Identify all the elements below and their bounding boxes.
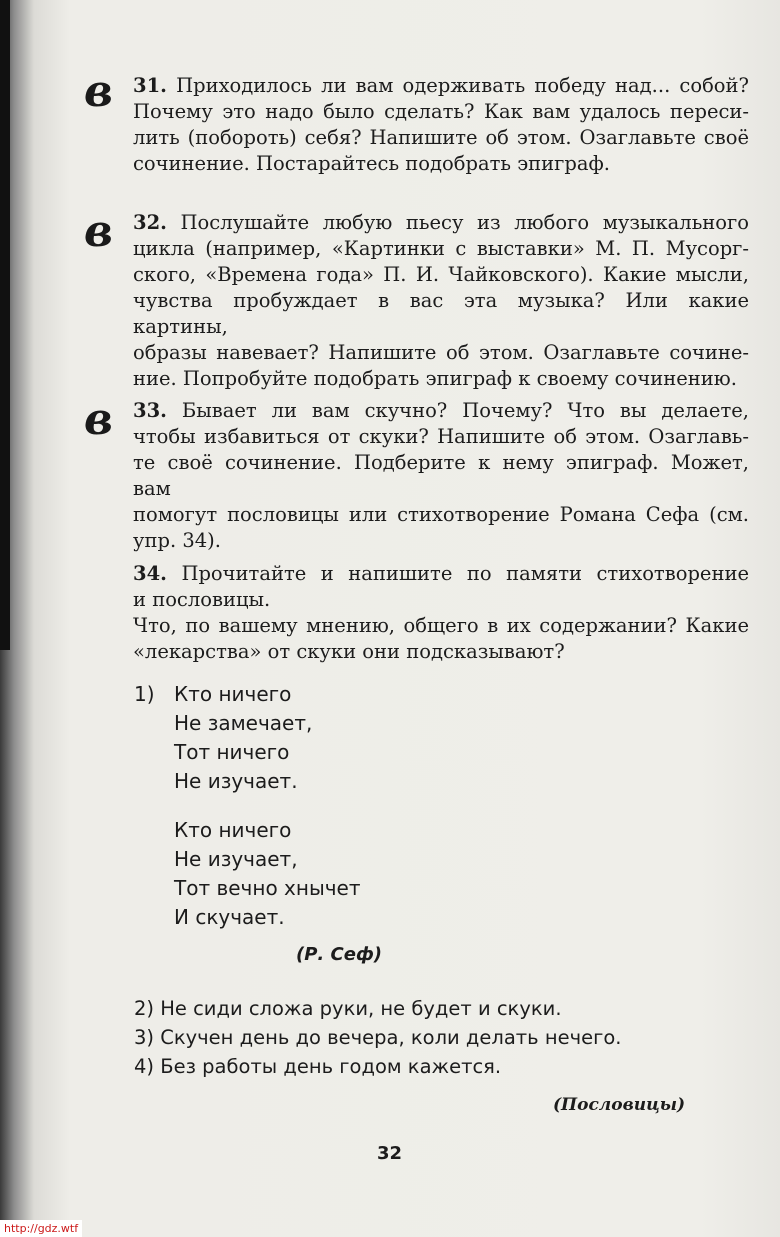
exercise-33-line-5: упр. 34). bbox=[133, 529, 221, 552]
exercise-31-line-1: 31. Приходилось ли вам одерживать победу над... собой? bbox=[133, 74, 749, 97]
exercise-number: 32. bbox=[133, 211, 167, 234]
exercise-31-line-2: Почему это надо было сделать? Как вам удалось переси- bbox=[133, 100, 749, 123]
exercise-33 bbox=[133, 398, 749, 554]
exercise-34-line-3: Что, по вашему мнению, общего в их содержании? Какие bbox=[133, 614, 749, 637]
exercise-32-line-4: чувства пробуждает в вас эта музыка? Или какие картины, bbox=[133, 289, 749, 338]
poem-line: Тот вечно хнычет bbox=[174, 876, 361, 900]
proverb: 2) Не сиди сложа руки, не будет и скуки. bbox=[134, 997, 562, 1020]
exercise-32-line-2: цикла (например, «Картинки с выставки» М. П. Мусорг- bbox=[133, 237, 749, 260]
poem-line: Не изучает. bbox=[174, 769, 298, 793]
exercise-34-line-2: и пословицы. bbox=[133, 588, 271, 611]
exercise-31 bbox=[133, 73, 749, 177]
exercise-34 bbox=[133, 561, 749, 665]
exercise-number: 34. bbox=[133, 562, 167, 585]
page-edge-shadow bbox=[0, 0, 10, 650]
poem-line: Не замечает, bbox=[174, 711, 313, 735]
written-task-icon: в bbox=[84, 206, 113, 257]
watermark: http://gdz.wtf bbox=[0, 1220, 82, 1237]
poem-line: Не изучает, bbox=[174, 847, 298, 871]
exercise-number: 31. bbox=[133, 74, 167, 97]
poem-stanza-1 bbox=[174, 680, 312, 796]
exercise-32-line-6: ние. Попробуйте подобрать эпиграф к своему сочинению. bbox=[133, 367, 737, 390]
written-task-icon: в bbox=[84, 66, 113, 117]
exercise-33-line-4: помогут пословицы или стихотворение Романа Сефа (см. bbox=[133, 503, 749, 526]
exercise-32-line-5: образы навевает? Напишите об этом. Озаглавьте сочине- bbox=[133, 341, 749, 364]
proverb: 4) Без работы день годом кажется. bbox=[134, 1055, 502, 1078]
proverbs-source: (Пословицы) bbox=[553, 1095, 686, 1115]
exercise-33-line-3: те своё сочинение. Подберите к нему эпиграф. Может, вам bbox=[133, 451, 749, 500]
poem-line: Тот ничего bbox=[174, 740, 290, 764]
exercise-34-line-4: «лекарства» от скуки они подсказывают? bbox=[133, 640, 565, 663]
written-task-icon: в bbox=[84, 394, 113, 445]
poem-stanza-2 bbox=[174, 816, 361, 932]
exercise-32-line-1: 32. Послушайте любую пьесу из любого музыкального bbox=[133, 211, 749, 234]
exercise-33-line-2: чтобы избавиться от скуки? Напишите об этом. Озаглавь- bbox=[133, 425, 749, 448]
exercise-31-line-4: сочинение. Постарайтесь подобрать эпиграф. bbox=[133, 152, 610, 175]
proverbs-list bbox=[134, 994, 622, 1081]
exercise-33-line-1: 33. Бывает ли вам скучно? Почему? Что вы делаете, bbox=[133, 399, 749, 422]
exercise-number: 33. bbox=[133, 399, 167, 422]
exercise-32 bbox=[133, 210, 749, 392]
exercise-32-line-3: ского, «Времена года» П. И. Чайковского). Какие мысли, bbox=[133, 263, 749, 286]
page-number: 32 bbox=[377, 1143, 403, 1164]
poem-number: 1) bbox=[134, 682, 155, 706]
poem-line: И скучает. bbox=[174, 905, 285, 929]
poem-line: Кто ничего bbox=[174, 682, 292, 706]
proverb: 3) Скучен день до вечера, коли делать нечего. bbox=[134, 1026, 622, 1049]
poem-line: Кто ничего bbox=[174, 818, 292, 842]
exercise-31-line-3: лить (побороть) себя? Напишите об этом. Озаглавьте своё bbox=[133, 126, 749, 149]
exercise-34-line-1: 34. Прочитайте и напишите по памяти стихотворение bbox=[133, 562, 749, 585]
poem-author: (Р. Сеф) bbox=[296, 944, 383, 965]
